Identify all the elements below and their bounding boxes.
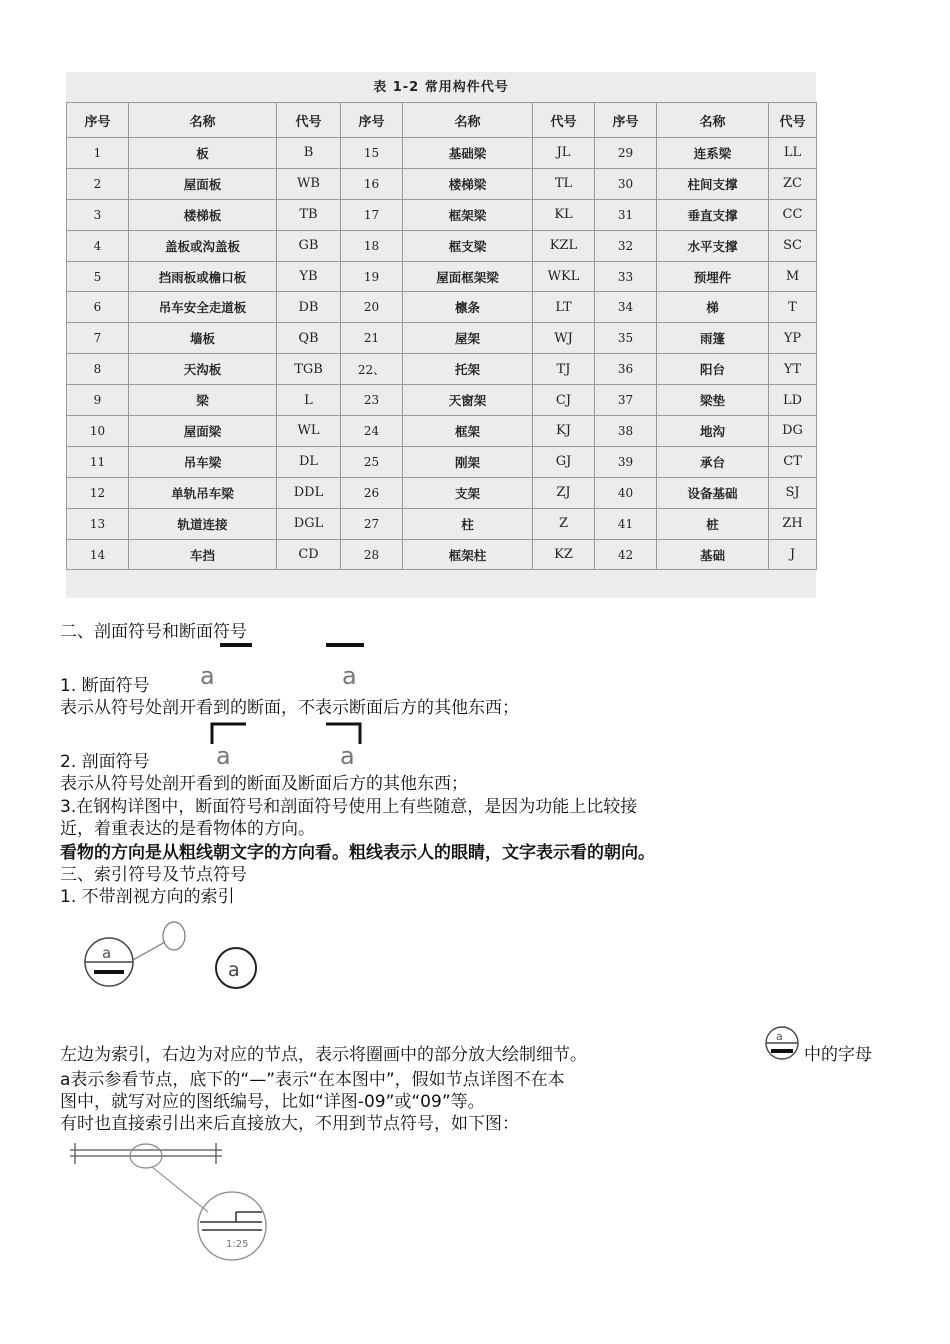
code-cell: GB <box>277 230 341 261</box>
code-cell: KJ <box>533 416 595 447</box>
serial-cell: 13 <box>67 508 129 539</box>
sketch-scale-label: 1:25 <box>226 1239 249 1250</box>
code-cell: CD <box>277 539 341 570</box>
serial-cell: 35 <box>595 323 657 354</box>
sketch-leader-line <box>152 1167 208 1212</box>
s3-para1b: 中的字母 <box>804 1045 872 1065</box>
name-cell: 梁垫 <box>657 385 769 416</box>
code-cell: LT <box>533 292 595 323</box>
serial-cell: 4 <box>67 230 129 261</box>
s3-para4: 有时也直接索引出来后直接放大，不用到节点符号，如下图： <box>60 1114 519 1134</box>
inline-index-thick-line <box>771 1049 793 1053</box>
serial-cell: 40 <box>595 477 657 508</box>
detail-symbol-letter: a <box>228 959 240 981</box>
name-cell: 设备基础 <box>657 477 769 508</box>
code-cell: CC <box>769 199 817 230</box>
serial-cell: 27 <box>341 508 403 539</box>
s2-item3-line1: 3.在钢构详图中，断面符号和剖面符号使用上有些随意，是因为功能上比较接 <box>60 797 638 817</box>
name-cell: 天沟板 <box>129 354 277 385</box>
cut-symbol-bracket <box>326 724 360 744</box>
serial-cell: 31 <box>595 199 657 230</box>
header-cell: 序号 <box>595 103 657 138</box>
header-cell: 代号 <box>533 103 595 138</box>
heading-thick-line <box>326 643 364 647</box>
name-cell: 屋架 <box>403 323 533 354</box>
name-cell: 框支梁 <box>403 230 533 261</box>
name-cell: 屋面板 <box>129 168 277 199</box>
code-cell: YB <box>277 261 341 292</box>
serial-cell: 17 <box>341 199 403 230</box>
code-cell: B <box>277 138 341 169</box>
name-cell: 吊车安全走道板 <box>129 292 277 323</box>
code-cell: YP <box>769 323 817 354</box>
serial-cell: 23 <box>341 385 403 416</box>
serial-cell: 15 <box>341 138 403 169</box>
name-cell: 屋面梁 <box>129 416 277 447</box>
code-cell: LD <box>769 385 817 416</box>
name-cell: 垂直支撑 <box>657 199 769 230</box>
name-cell: 盖板或沟盖板 <box>129 230 277 261</box>
name-cell: 墙板 <box>129 323 277 354</box>
index-leader-line <box>133 942 165 960</box>
code-cell: J <box>769 539 817 570</box>
code-cell: SJ <box>769 477 817 508</box>
index-target-ellipse <box>163 922 185 950</box>
header-cell: 代号 <box>277 103 341 138</box>
header-cell: 名称 <box>129 103 277 138</box>
code-cell: CJ <box>533 385 595 416</box>
serial-cell: 26 <box>341 477 403 508</box>
serial-cell: 10 <box>67 416 129 447</box>
code-cell: DG <box>769 416 817 447</box>
code-cell: ZH <box>769 508 817 539</box>
header-cell: 序号 <box>67 103 129 138</box>
section-3-title: 三、索引符号及节点符号 <box>60 865 247 885</box>
serial-cell: 2 <box>67 168 129 199</box>
serial-cell: 41 <box>595 508 657 539</box>
code-cell: JL <box>533 138 595 169</box>
name-cell: 梁 <box>129 385 277 416</box>
code-cell: TGB <box>277 354 341 385</box>
serial-cell: 32 <box>595 230 657 261</box>
name-cell: 板 <box>129 138 277 169</box>
name-cell: 阳台 <box>657 354 769 385</box>
code-cell: GJ <box>533 446 595 477</box>
s2-bold-note: 看物的方向是从粗线朝文字的方向看。粗线表示人的眼睛，文字表示看的朝向。 <box>60 843 655 863</box>
serial-cell: 19 <box>341 261 403 292</box>
name-cell: 地沟 <box>657 416 769 447</box>
serial-cell: 36 <box>595 354 657 385</box>
name-cell: 托架 <box>403 354 533 385</box>
code-cell: YT <box>769 354 817 385</box>
serial-cell: 22、 <box>341 354 403 385</box>
serial-cell: 7 <box>67 323 129 354</box>
s2-item2-desc: 表示从符号处剖开看到的断面及断面后方的其他东西； <box>60 774 468 794</box>
name-cell: 挡雨板或檐口板 <box>129 261 277 292</box>
serial-cell: 1 <box>67 138 129 169</box>
serial-cell: 6 <box>67 292 129 323</box>
name-cell: 雨篷 <box>657 323 769 354</box>
s2-item1-desc: 表示从符号处剖开看到的断面，不表示断面后方的其他东西； <box>60 698 519 718</box>
name-cell: 基础梁 <box>403 138 533 169</box>
name-cell: 柱间支撑 <box>657 168 769 199</box>
serial-cell: 3 <box>67 199 129 230</box>
code-cell: ZC <box>769 168 817 199</box>
serial-cell: 5 <box>67 261 129 292</box>
s3-para3: 图中，就写对应的图纸编号，比如“详图-09”或“09”等。 <box>60 1092 485 1112</box>
code-cell: DDL <box>277 477 341 508</box>
name-cell: 檩条 <box>403 292 533 323</box>
name-cell: 桩 <box>657 508 769 539</box>
serial-cell: 28 <box>341 539 403 570</box>
s2-item2-title: 2. 剖面符号 <box>60 752 150 772</box>
code-cell: DL <box>277 446 341 477</box>
s3-para2: a表示参看节点，底下的“—”表示“在本图中”，假如节点详图不在本 <box>60 1070 565 1090</box>
cut-symbol-bracket <box>212 724 246 744</box>
code-cell: CT <box>769 446 817 477</box>
code-cell: SC <box>769 230 817 261</box>
header-cell: 代号 <box>769 103 817 138</box>
name-cell: 水平支撑 <box>657 230 769 261</box>
name-cell: 预埋件 <box>657 261 769 292</box>
name-cell: 支架 <box>403 477 533 508</box>
name-cell: 框架柱 <box>403 539 533 570</box>
name-cell: 梯 <box>657 292 769 323</box>
name-cell: 楼梯板 <box>129 199 277 230</box>
code-cell: WL <box>277 416 341 447</box>
section-symbol-letter: a <box>342 662 357 690</box>
name-cell: 车挡 <box>129 539 277 570</box>
code-cell: ZJ <box>533 477 595 508</box>
inline-index-letter: a <box>776 1030 783 1043</box>
code-cell: L <box>277 385 341 416</box>
code-cell: DB <box>277 292 341 323</box>
code-cell: DGL <box>277 508 341 539</box>
name-cell: 轨道连接 <box>129 508 277 539</box>
serial-cell: 21 <box>341 323 403 354</box>
code-cell: TL <box>533 168 595 199</box>
section-2-title: 二、剖面符号和断面符号 <box>60 622 247 642</box>
serial-cell: 18 <box>341 230 403 261</box>
s2-item1-title: 1. 断面符号 <box>60 676 150 696</box>
header-cell: 序号 <box>341 103 403 138</box>
serial-cell: 34 <box>595 292 657 323</box>
name-cell: 单轨吊车梁 <box>129 477 277 508</box>
name-cell: 天窗架 <box>403 385 533 416</box>
code-cell: KZ <box>533 539 595 570</box>
name-cell: 承台 <box>657 446 769 477</box>
code-cell: TB <box>277 199 341 230</box>
header-cell: 名称 <box>403 103 533 138</box>
code-cell: KZL <box>533 230 595 261</box>
serial-cell: 8 <box>67 354 129 385</box>
code-cell: LL <box>769 138 817 169</box>
name-cell: 楼梯梁 <box>403 168 533 199</box>
code-cell: KL <box>533 199 595 230</box>
serial-cell: 9 <box>67 385 129 416</box>
code-cell: WB <box>277 168 341 199</box>
serial-cell: 16 <box>341 168 403 199</box>
table-caption: 表 1-2 常用构件代号 <box>373 80 509 95</box>
name-cell: 吊车梁 <box>129 446 277 477</box>
serial-cell: 42 <box>595 539 657 570</box>
name-cell: 屋面框架梁 <box>403 261 533 292</box>
serial-cell: 12 <box>67 477 129 508</box>
serial-cell: 29 <box>595 138 657 169</box>
code-cell: WJ <box>533 323 595 354</box>
serial-cell: 14 <box>67 539 129 570</box>
name-cell: 刚架 <box>403 446 533 477</box>
code-cell: WKL <box>533 261 595 292</box>
s3-item1-title: 1. 不带剖视方向的索引 <box>60 887 235 907</box>
cut-symbol-letter: a <box>340 742 355 770</box>
name-cell: 柱 <box>403 508 533 539</box>
cut-symbol-letter: a <box>216 742 231 770</box>
code-cell: T <box>769 292 817 323</box>
name-cell: 框架 <box>403 416 533 447</box>
serial-cell: 20 <box>341 292 403 323</box>
heading-thick-line <box>220 643 252 647</box>
serial-cell: 39 <box>595 446 657 477</box>
serial-cell: 30 <box>595 168 657 199</box>
header-cell: 名称 <box>657 103 769 138</box>
name-cell: 基础 <box>657 539 769 570</box>
code-cell: M <box>769 261 817 292</box>
name-cell: 连系梁 <box>657 138 769 169</box>
name-cell: 框架梁 <box>403 199 533 230</box>
code-cell: TJ <box>533 354 595 385</box>
serial-cell: 37 <box>595 385 657 416</box>
section-symbol-letter: a <box>200 662 215 690</box>
serial-cell: 33 <box>595 261 657 292</box>
index-symbol-thick-line <box>94 970 124 974</box>
serial-cell: 25 <box>341 446 403 477</box>
serial-cell: 38 <box>595 416 657 447</box>
serial-cell: 11 <box>67 446 129 477</box>
s3-para1a: 左边为索引，右边为对应的节点，表示将圈画中的部分放大绘制细节。 <box>60 1045 587 1065</box>
code-cell: QB <box>277 323 341 354</box>
index-symbol-letter: a <box>102 944 112 962</box>
serial-cell: 24 <box>341 416 403 447</box>
s2-item3-line2: 近，着重表达的是看物体的方向。 <box>60 819 315 839</box>
code-cell: Z <box>533 508 595 539</box>
